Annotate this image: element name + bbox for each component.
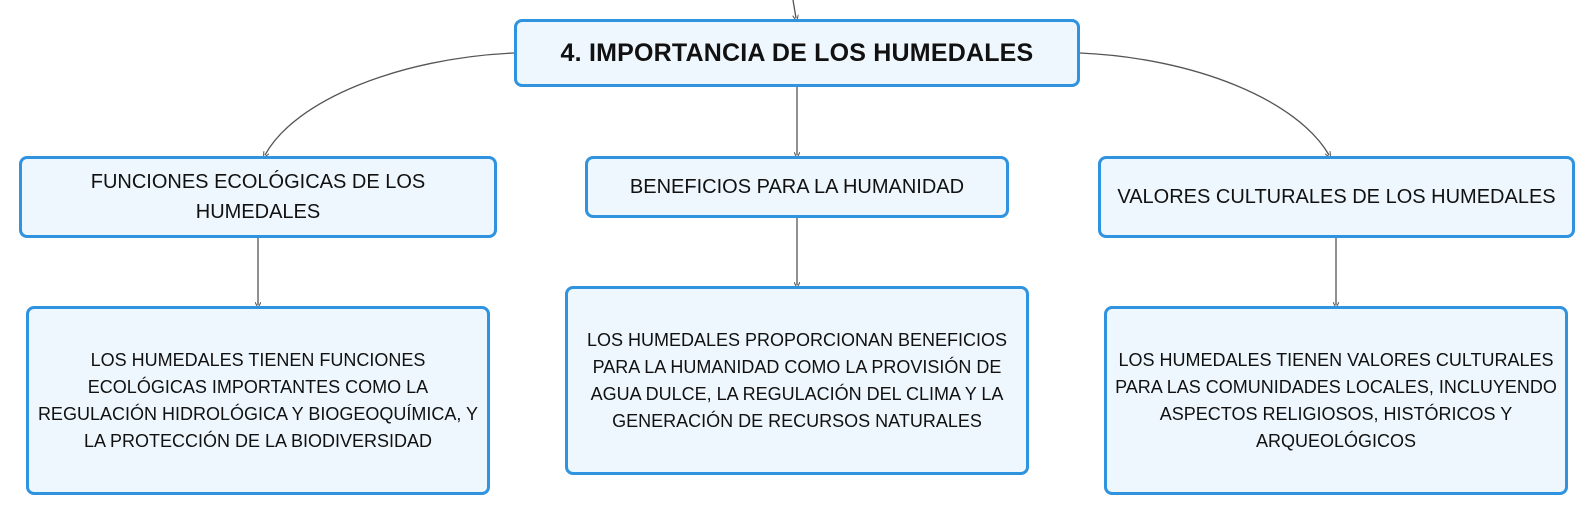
topic-node-valores-culturales[interactable] [1098,156,1575,238]
root-topic-node[interactable] [514,19,1080,87]
detail-text-valores-culturales: LOS HUMEDALES TIENEN VALORES CULTURALES PARA LAS COMUNIDADES LOCALES, INCLUYENDO ASPECTOS RELIGIOSOS, HISTÓRICOS Y ARQUEOLÓGICOS [1115,349,1557,451]
detail-node-funciones-ecologicas[interactable] [26,306,490,495]
topic-node-beneficios-humanidad[interactable] [585,156,1009,218]
topic-label-valores-culturales: VALORES CULTURALES DE LOS HUMEDALES [1117,186,1556,208]
connector-root-to-cat-2 [1080,53,1329,155]
detail-text-funciones-ecologicas: LOS HUMEDALES TIENEN FUNCIONES ECOLÓGICAS IMPORTANTES COMO LA REGULACIÓN HIDROLÓGICA Y BIOGEOQUÍMICA, Y LA PROTECCIÓN DE LA BIODIVERSIDAD [37,349,479,451]
detail-node-valores-culturales[interactable] [1104,306,1568,495]
topic-node-funciones-ecologicas[interactable] [19,156,497,238]
detail-node-beneficios-humanidad[interactable] [565,286,1029,475]
root-topic-label: 4. IMPORTANCIA DE LOS HUMEDALES [560,38,1034,67]
detail-text-beneficios-humanidad: LOS HUMEDALES PROPORCIONAN BENEFICIOS PARA LA HUMANIDAD COMO LA PROVISIÓN DE AGUA DULCE, LA REGULACIÓN DEL CLIMA Y LA GENERACIÓN DE RECURSOS NATURALES [586,329,1008,431]
connector-root-to-cat-0 [265,53,514,155]
topic-label-funciones-ecologicas: FUNCIONES ECOLÓGICAS DE LOS HUMEDALES [90,171,426,223]
topic-label-beneficios-humanidad: BENEFICIOS PARA LA HUMANIDAD [629,176,965,198]
incoming-connector [793,0,796,18]
